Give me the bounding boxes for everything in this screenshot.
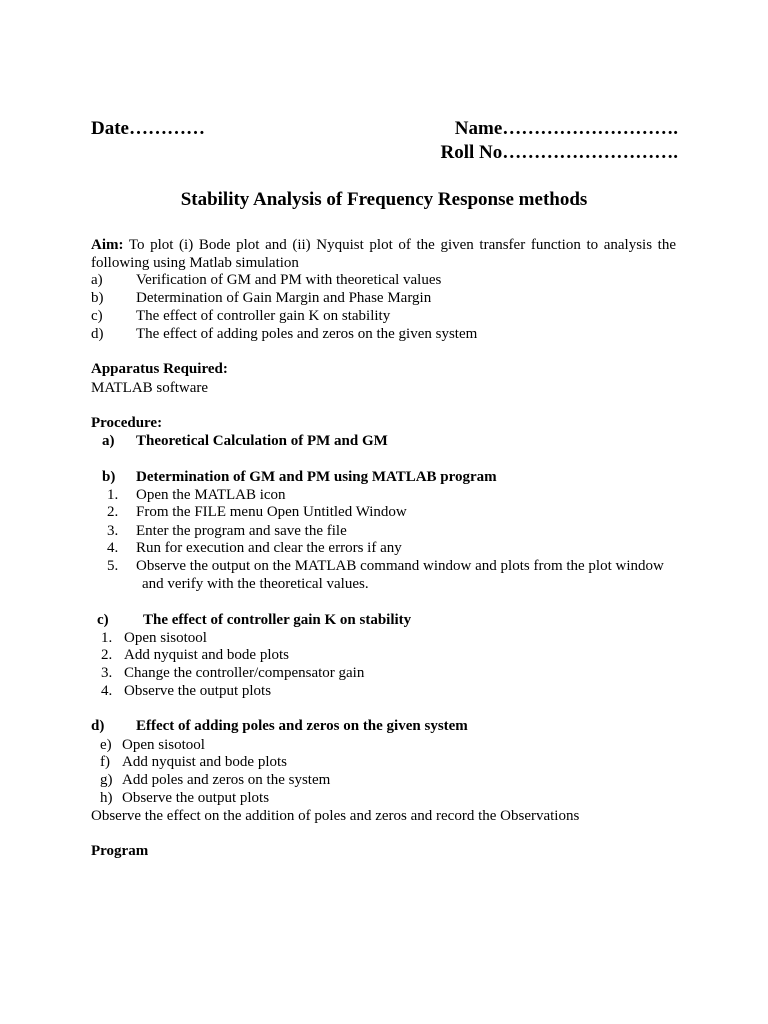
step-marker: 5. <box>107 558 119 574</box>
step-marker: 4. <box>107 540 119 556</box>
name-field: Name………………………. <box>454 118 678 139</box>
roll-no-field: Roll No………………………. <box>440 142 678 163</box>
procedure-a-marker: a) <box>102 433 115 449</box>
step-text: Change the controller/compensator gain <box>124 665 365 681</box>
aim-text: To plot (i) Bode plot and (ii) Nyquist plot of the given transfer function to analysis the following using Matlab simulation <box>91 237 677 271</box>
procedure-d-heading: Effect of adding poles and zeros on the given system <box>136 718 468 734</box>
aim-item-text: Determination of Gain Margin and Phase Margin <box>136 290 432 306</box>
step-text: Add nyquist and bode plots <box>122 754 287 770</box>
step-text: Add nyquist and bode plots <box>124 647 289 663</box>
step-text: Open the MATLAB icon <box>136 487 286 503</box>
step-marker: 3. <box>101 665 113 681</box>
aim-item-text: The effect of controller gain K on stability <box>136 308 391 324</box>
step-text: Run for execution and clear the errors if any <box>136 540 402 556</box>
step-marker: 1. <box>101 630 113 646</box>
procedure-heading: Procedure: <box>91 415 163 431</box>
procedure-d-marker: d) <box>91 718 105 734</box>
aim-item-marker: b) <box>91 290 104 306</box>
step-text: Open sisotool <box>124 630 207 646</box>
step-marker: 2. <box>101 647 113 663</box>
apparatus-text: MATLAB software <box>91 380 209 396</box>
step-text: Observe the output plots <box>122 790 270 806</box>
procedure-b-marker: b) <box>102 469 116 485</box>
procedure-c-marker: c) <box>97 612 109 628</box>
step-marker: 2. <box>107 504 119 520</box>
step-marker: 4. <box>101 683 113 699</box>
procedure-c-heading: The effect of controller gain K on stability <box>143 612 412 628</box>
step-marker: 3. <box>107 523 119 539</box>
aim-item-marker: d) <box>91 326 104 342</box>
step-marker: f) <box>100 754 110 770</box>
step-text: Observe the output on the MATLAB command window and plots from the plot window <box>136 558 664 574</box>
observation-note: Observe the effect on the addition of poles and zeros and record the Observations <box>91 808 580 824</box>
program-heading: Program <box>91 843 149 859</box>
aim-item-marker: c) <box>91 308 103 324</box>
aim-item-marker: a) <box>91 272 103 288</box>
step-marker: 1. <box>107 487 119 503</box>
procedure-a-heading: Theoretical Calculation of PM and GM <box>136 433 388 449</box>
step-marker: g) <box>100 772 113 788</box>
aim-item-text: Verification of GM and PM with theoretical values <box>136 272 442 288</box>
step-marker: e) <box>100 737 112 753</box>
aim-label: Aim: <box>91 237 124 253</box>
step-marker: h) <box>100 790 113 806</box>
step-text: Open sisotool <box>122 737 205 753</box>
step-text: Enter the program and save the file <box>136 523 347 539</box>
aim-item-text: The effect of adding poles and zeros on the given system <box>136 326 478 342</box>
aim-paragraph <box>91 236 676 272</box>
page-title: Stability Analysis of Frequency Response methods <box>180 189 588 210</box>
apparatus-heading: Apparatus Required: <box>91 361 228 377</box>
step-text: Observe the output plots <box>124 683 272 699</box>
date-field: Date………… <box>91 118 205 139</box>
procedure-b-heading: Determination of GM and PM using MATLAB program <box>136 469 497 485</box>
step-text: Add poles and zeros on the system <box>122 772 331 788</box>
step-text: From the FILE menu Open Untitled Window <box>136 504 407 520</box>
step-continuation: and verify with the theoretical values. <box>142 576 369 592</box>
